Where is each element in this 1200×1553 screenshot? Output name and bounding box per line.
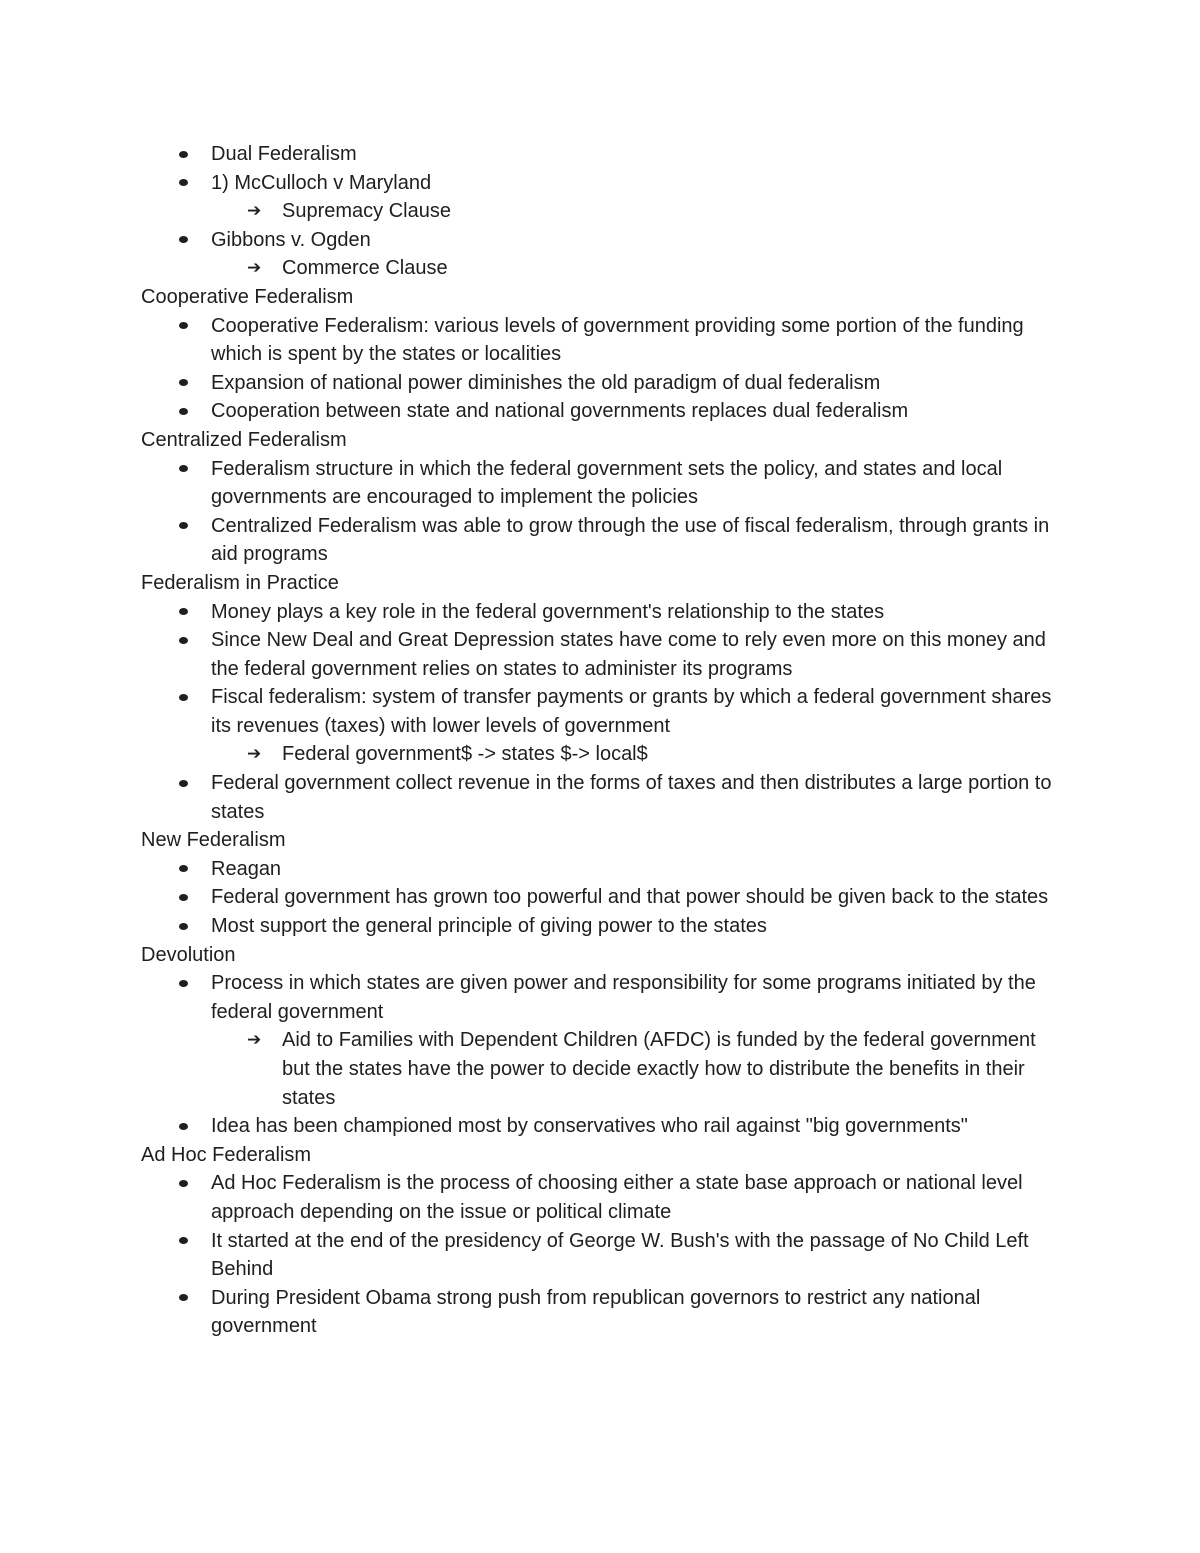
bullet-item-text: Most support the general principle of giving power to the states <box>211 915 767 938</box>
sub-item-text: Supremacy Clause <box>282 200 451 223</box>
bullet-item-text: During President Obama strong push from republican governors to restrict any national government <box>211 1286 981 1338</box>
sub-item-text: Commerce Clause <box>282 257 448 280</box>
bullet-dot-icon <box>179 1237 188 1244</box>
bullet-item <box>141 969 1060 1026</box>
right-arrow-icon: ➔ <box>247 1030 262 1051</box>
bullet-item <box>141 855 1060 884</box>
bullet-item <box>141 769 1060 826</box>
bullet-item-text: Fiscal federalism: system of transfer payments or grants by which a federal government shares its revenues (taxes) with lower levels of government <box>211 686 1052 737</box>
bullet-dot-icon <box>179 1180 188 1187</box>
bullet-item-text: It started at the end of the presidency of George W. Bush's with the passage of No Child Left Behind <box>211 1229 1029 1281</box>
bullet-item-text: Gibbons v. Ogden <box>211 228 371 251</box>
bullet-dot-icon <box>179 694 188 701</box>
bullet-item <box>141 369 1060 398</box>
bullet-item <box>141 226 1060 255</box>
sub-item-text: Federal government$ -> states $-> local$ <box>282 743 648 766</box>
bullet-dot-icon <box>179 780 188 787</box>
bullet-item <box>141 455 1060 512</box>
bullet-item-text: Idea has been championed most by conservatives who rail against "big governments" <box>211 1115 968 1138</box>
bullet-dot-icon <box>179 980 188 987</box>
right-arrow-icon: ➔ <box>247 258 262 279</box>
sub-item <box>141 197 1060 226</box>
bullet-item-text: Reagan <box>211 857 282 880</box>
bullet-item <box>141 140 1060 169</box>
section-heading: New Federalism <box>141 829 286 852</box>
bullet-item <box>141 397 1060 426</box>
bullet-item-text: Cooperative Federalism: various levels of government providing some portion of the funding which is spent by the states or localities <box>211 314 1024 366</box>
bullet-dot-icon <box>179 379 188 386</box>
bullet-dot-icon <box>179 865 188 872</box>
bullet-item <box>141 512 1060 569</box>
bullet-dot-icon <box>179 637 188 644</box>
bullet-dot-icon <box>179 151 188 158</box>
bullet-dot-icon <box>179 179 188 186</box>
section-heading: Ad Hoc Federalism <box>141 1143 312 1166</box>
bullet-item-text: Expansion of national power diminishes the old paradigm of dual federalism <box>211 371 881 394</box>
bullet-dot-icon <box>179 465 188 472</box>
bullet-dot-icon <box>179 408 188 415</box>
bullet-item-text: Federalism structure in which the federal government sets the policy, and states and local governments are encouraged to implement the policies <box>211 457 1003 509</box>
bullet-dot-icon <box>179 236 188 243</box>
bullet-dot-icon <box>179 322 188 329</box>
bullet-item-text: Money plays a key role in the federal government's relationship to the states <box>211 600 885 623</box>
bullet-item-text: Process in which states are given power and responsibility for some programs initiated by the federal government <box>211 972 1036 1023</box>
section-heading: Centralized Federalism <box>141 428 347 451</box>
bullet-item <box>141 626 1060 683</box>
section-heading: Devolution <box>141 943 236 966</box>
bullet-dot-icon <box>179 923 188 930</box>
document-body <box>141 140 1060 1341</box>
bullet-item <box>141 912 1060 941</box>
bullet-item <box>141 883 1060 912</box>
bullet-item-text: Federal government has grown too powerful and that power should be given back to the states <box>211 886 1049 909</box>
bullet-dot-icon <box>179 522 188 529</box>
bullet-item-text: Since New Deal and Great Depression states have come to rely even more on this money and the federal government relies on states to administer its programs <box>211 629 1046 680</box>
right-arrow-icon: ➔ <box>247 744 262 765</box>
bullet-item-text: Federal government collect revenue in the forms of taxes and then distributes a large portion to states <box>211 772 1052 823</box>
section-heading: Federalism in Practice <box>141 571 339 594</box>
bullet-item <box>141 312 1060 369</box>
bullet-item <box>141 1112 1060 1141</box>
bullet-item-text: Centralized Federalism was able to grow through the use of fiscal federalism, through grants in aid programs <box>211 514 1050 566</box>
bullet-item <box>141 169 1060 198</box>
bullet-dot-icon <box>179 608 188 615</box>
bullet-item-text: Dual Federalism <box>211 143 357 165</box>
sub-item <box>141 254 1060 283</box>
bullet-item <box>141 598 1060 627</box>
bullet-item <box>141 683 1060 740</box>
bullet-item <box>141 1169 1060 1226</box>
bullet-dot-icon <box>179 894 188 901</box>
sub-item <box>141 740 1060 769</box>
bullet-item-text: Ad Hoc Federalism is the process of choosing either a state base approach or national level approach depending on the issue or political climate <box>211 1172 1023 1223</box>
section-heading: Cooperative Federalism <box>141 285 354 308</box>
sub-item-text: Aid to Families with Dependent Children (AFDC) is funded by the federal government but the states have the power to decide exactly how to distribute the benefits in their states <box>282 1029 1036 1109</box>
bullet-dot-icon <box>179 1294 188 1301</box>
bullet-item-text: 1) McCulloch v Maryland <box>211 171 432 194</box>
sub-item <box>141 1026 1060 1112</box>
bullet-dot-icon <box>179 1123 188 1130</box>
right-arrow-icon: ➔ <box>247 201 262 222</box>
bullet-item <box>141 1227 1060 1284</box>
bullet-item <box>141 1284 1060 1341</box>
bullet-item-text: Cooperation between state and national governments replaces dual federalism <box>211 400 909 423</box>
